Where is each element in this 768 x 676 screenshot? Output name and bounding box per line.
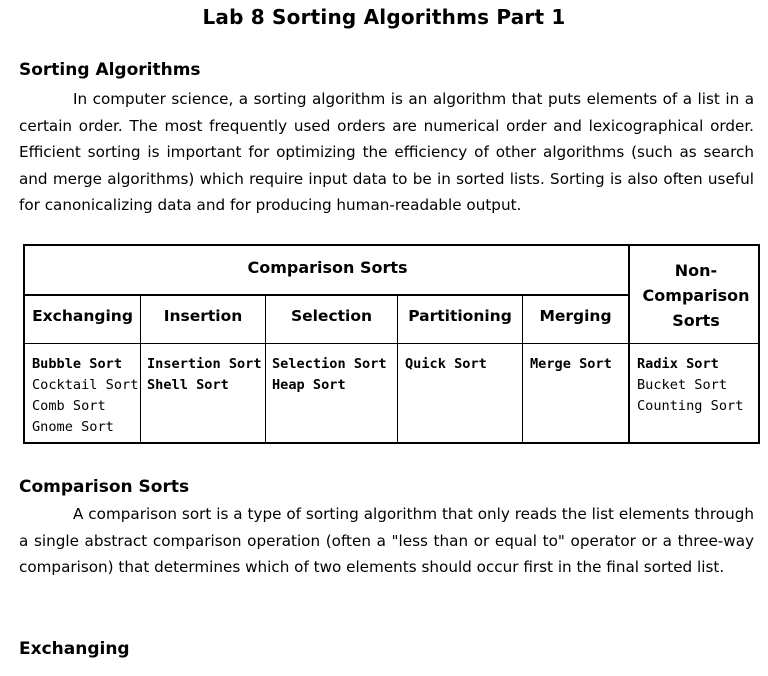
- column-header-merging: Merging: [539, 307, 612, 325]
- section-heading-comparison-sorts: Comparison Sorts: [19, 477, 190, 497]
- list-item: Heap Sort: [272, 377, 346, 393]
- table-divider: [25, 294, 628, 296]
- non-comparison-sorts-header: Non- Comparison Sorts: [642, 261, 750, 330]
- list-item: Bubble Sort: [32, 356, 123, 372]
- column-header-insertion: Insertion: [163, 307, 243, 325]
- table-divider: [630, 343, 760, 344]
- table-bottom-border: [23, 442, 760, 444]
- exchanging-list: [32, 354, 138, 438]
- partitioning-list: [405, 354, 487, 375]
- page-title: Lab 8 Sorting Algorithms Part 1: [202, 5, 566, 29]
- list-item: Merge Sort: [530, 356, 612, 372]
- list-item: Quick Sort: [405, 356, 487, 372]
- paragraph-sorting-algorithms: In computer science, a sorting algorithm is an algorithm that puts elements of a list in a certain order. The most frequently used orders are numerical order and lexicographical order. Efficient sorting is important for optimizing the efficiency of other algorithms (such as search and merge algorithms) which require input data to be in sorted lists. Sorting is also often useful for canonicalizing data and for producing human-readable output.: [19, 90, 754, 214]
- insertion-list: [147, 354, 262, 396]
- table-divider: [25, 343, 628, 344]
- non-comparison-list: [637, 354, 743, 417]
- list-item: Gnome Sort: [32, 419, 114, 435]
- selection-list: [272, 354, 387, 396]
- list-item: Cocktail Sort: [32, 377, 139, 393]
- list-item: Bucket Sort: [637, 377, 728, 393]
- comparison-sorts-header: Comparison Sorts: [247, 258, 408, 277]
- list-item: Selection Sort: [272, 356, 387, 372]
- section-heading-exchanging: Exchanging: [19, 639, 130, 659]
- list-item: Radix Sort: [637, 356, 719, 372]
- section-heading-sorting-algorithms: Sorting Algorithms: [19, 60, 201, 80]
- list-item: Comb Sort: [32, 398, 106, 414]
- column-header-partitioning: Partitioning: [408, 307, 512, 325]
- list-item: Insertion Sort: [147, 356, 262, 372]
- list-item: Shell Sort: [147, 377, 229, 393]
- list-item: Counting Sort: [637, 398, 744, 414]
- merging-list: [530, 354, 612, 375]
- sorting-algorithms-table: [23, 244, 760, 444]
- column-header-exchanging: Exchanging: [32, 307, 133, 325]
- paragraph-comparison-sorts: A comparison sort is a type of sorting algorithm that only reads the list elements through a single abstract comparison operation (often a "less than or equal to" operator or a three-way comparison) that determines which of two elements should occur first in the final sorted list.: [19, 505, 754, 576]
- column-header-selection: Selection: [290, 307, 373, 325]
